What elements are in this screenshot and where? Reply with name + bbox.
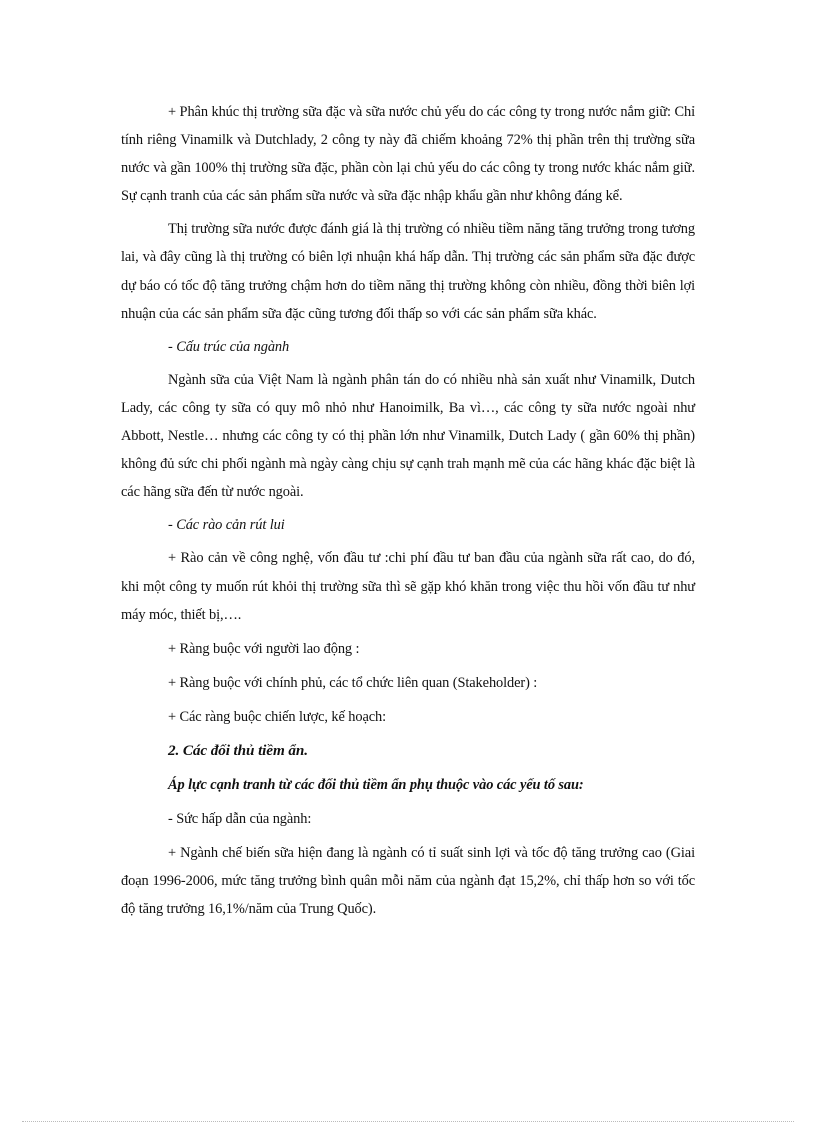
subheading-industry-attractiveness: - Sức hấp dẫn của ngành: [168,811,312,828]
subheading-exit-barriers: - Các rào cản rút lui [168,517,285,534]
competitive-pressure-text: Áp lực cạnh tranh từ các đối thủ tiềm ẩn phụ thuộc vào các yếu tố sau: [168,777,584,794]
paragraph-market-segment: + Phân khúc thị trường sữa đặc và sữa nước chủ yếu do các công ty trong nước nắm giữ: Chỉ tính riêng Vinamilk và Dutchlady, 2 công ty này đã chiếm khoảng 72% thị phần trên thị trường sữa nước và gần 100% thị trường sữa đặc, phần còn lại chủ yếu do các công ty trong nước khác nắm giữ. Sự cạnh tranh của các sản phẩm sữa nước và sữa đặc nhập khẩu gần như không đáng kể. [121,104,695,205]
paragraph-labor-constraint: + Ràng buộc với người lao động : [168,640,360,657]
subheading-industry-structure: - Cấu trúc của ngành [168,338,290,355]
document-page [121,98,695,924]
paragraph-government-constraint: + Ràng buộc với chính phủ, các tổ chức liên quan (Stakeholder) : [168,674,538,691]
paragraph-technology-barrier: + Rào cản về công nghệ, vốn đầu tư :chi phí đầu tư ban đầu của ngành sữa rất cao, do đó, khi một công ty muốn rút khỏi thị trường sữa thì sẽ gặp khó khăn trong việc thu hồi vốn đầu tư như máy móc, thiết bị,…. [121,550,695,623]
paragraph-competitive-pressure [121,771,695,799]
paragraph-industry-structure: Ngành sữa của Việt Nam là ngành phân tán do có nhiều nhà sản xuất như Vinamilk, Dutch Lady, các công ty sữa có quy mô nhỏ như Hanoimilk, Ba vì…, các công ty sữa nước ngoài như Abbott, Nestle… nhưng các công ty có thị phần lớn như Vinamilk, Dutch Lady ( gần 60% thị phần) không đủ sức chi phối ngành mà ngày càng chịu sự cạnh trah mạnh mẽ của các hãng khác đặc biệt là các hãng sữa đến từ nước ngoài. [121,371,695,501]
paragraph-strategy-constraint: + Các ràng buộc chiến lược, kế hoạch: [168,708,387,725]
paragraph-growth-rate: + Ngành chế biến sữa hiện đang là ngành có tỉ suất sinh lợi và tốc độ tăng trưởng cao (Giai đoạn 1996-2006, mức tăng trưởng bình quân mỗi năm của ngành đạt 15,2%, chỉ thấp hơn so với tốc độ tăng trưởng 16,1%/năm của Trung Quốc). [121,845,695,918]
paragraph-liquid-milk-outlook: Thị trường sữa nước được đánh giá là thị trường có nhiều tiềm năng tăng trưởng trong tương lai, và đây cũng là thị trường có biên lợi nhuận khá hấp dẫn. Thị trường các sản phẩm sữa đặc được dự báo có tốc độ tăng trưởng chậm hơn do tiềm năng thị trường không còn nhiều, đồng thời biên lợi nhuận của các sản phẩm sữa đặc cũng tương đối thấp so với các sản phẩm sữa khác. [121,221,695,322]
page-bottom-divider [22,1121,794,1122]
section-heading-potential-competitors: 2. Các đối thủ tiềm ẩn. [168,741,308,759]
